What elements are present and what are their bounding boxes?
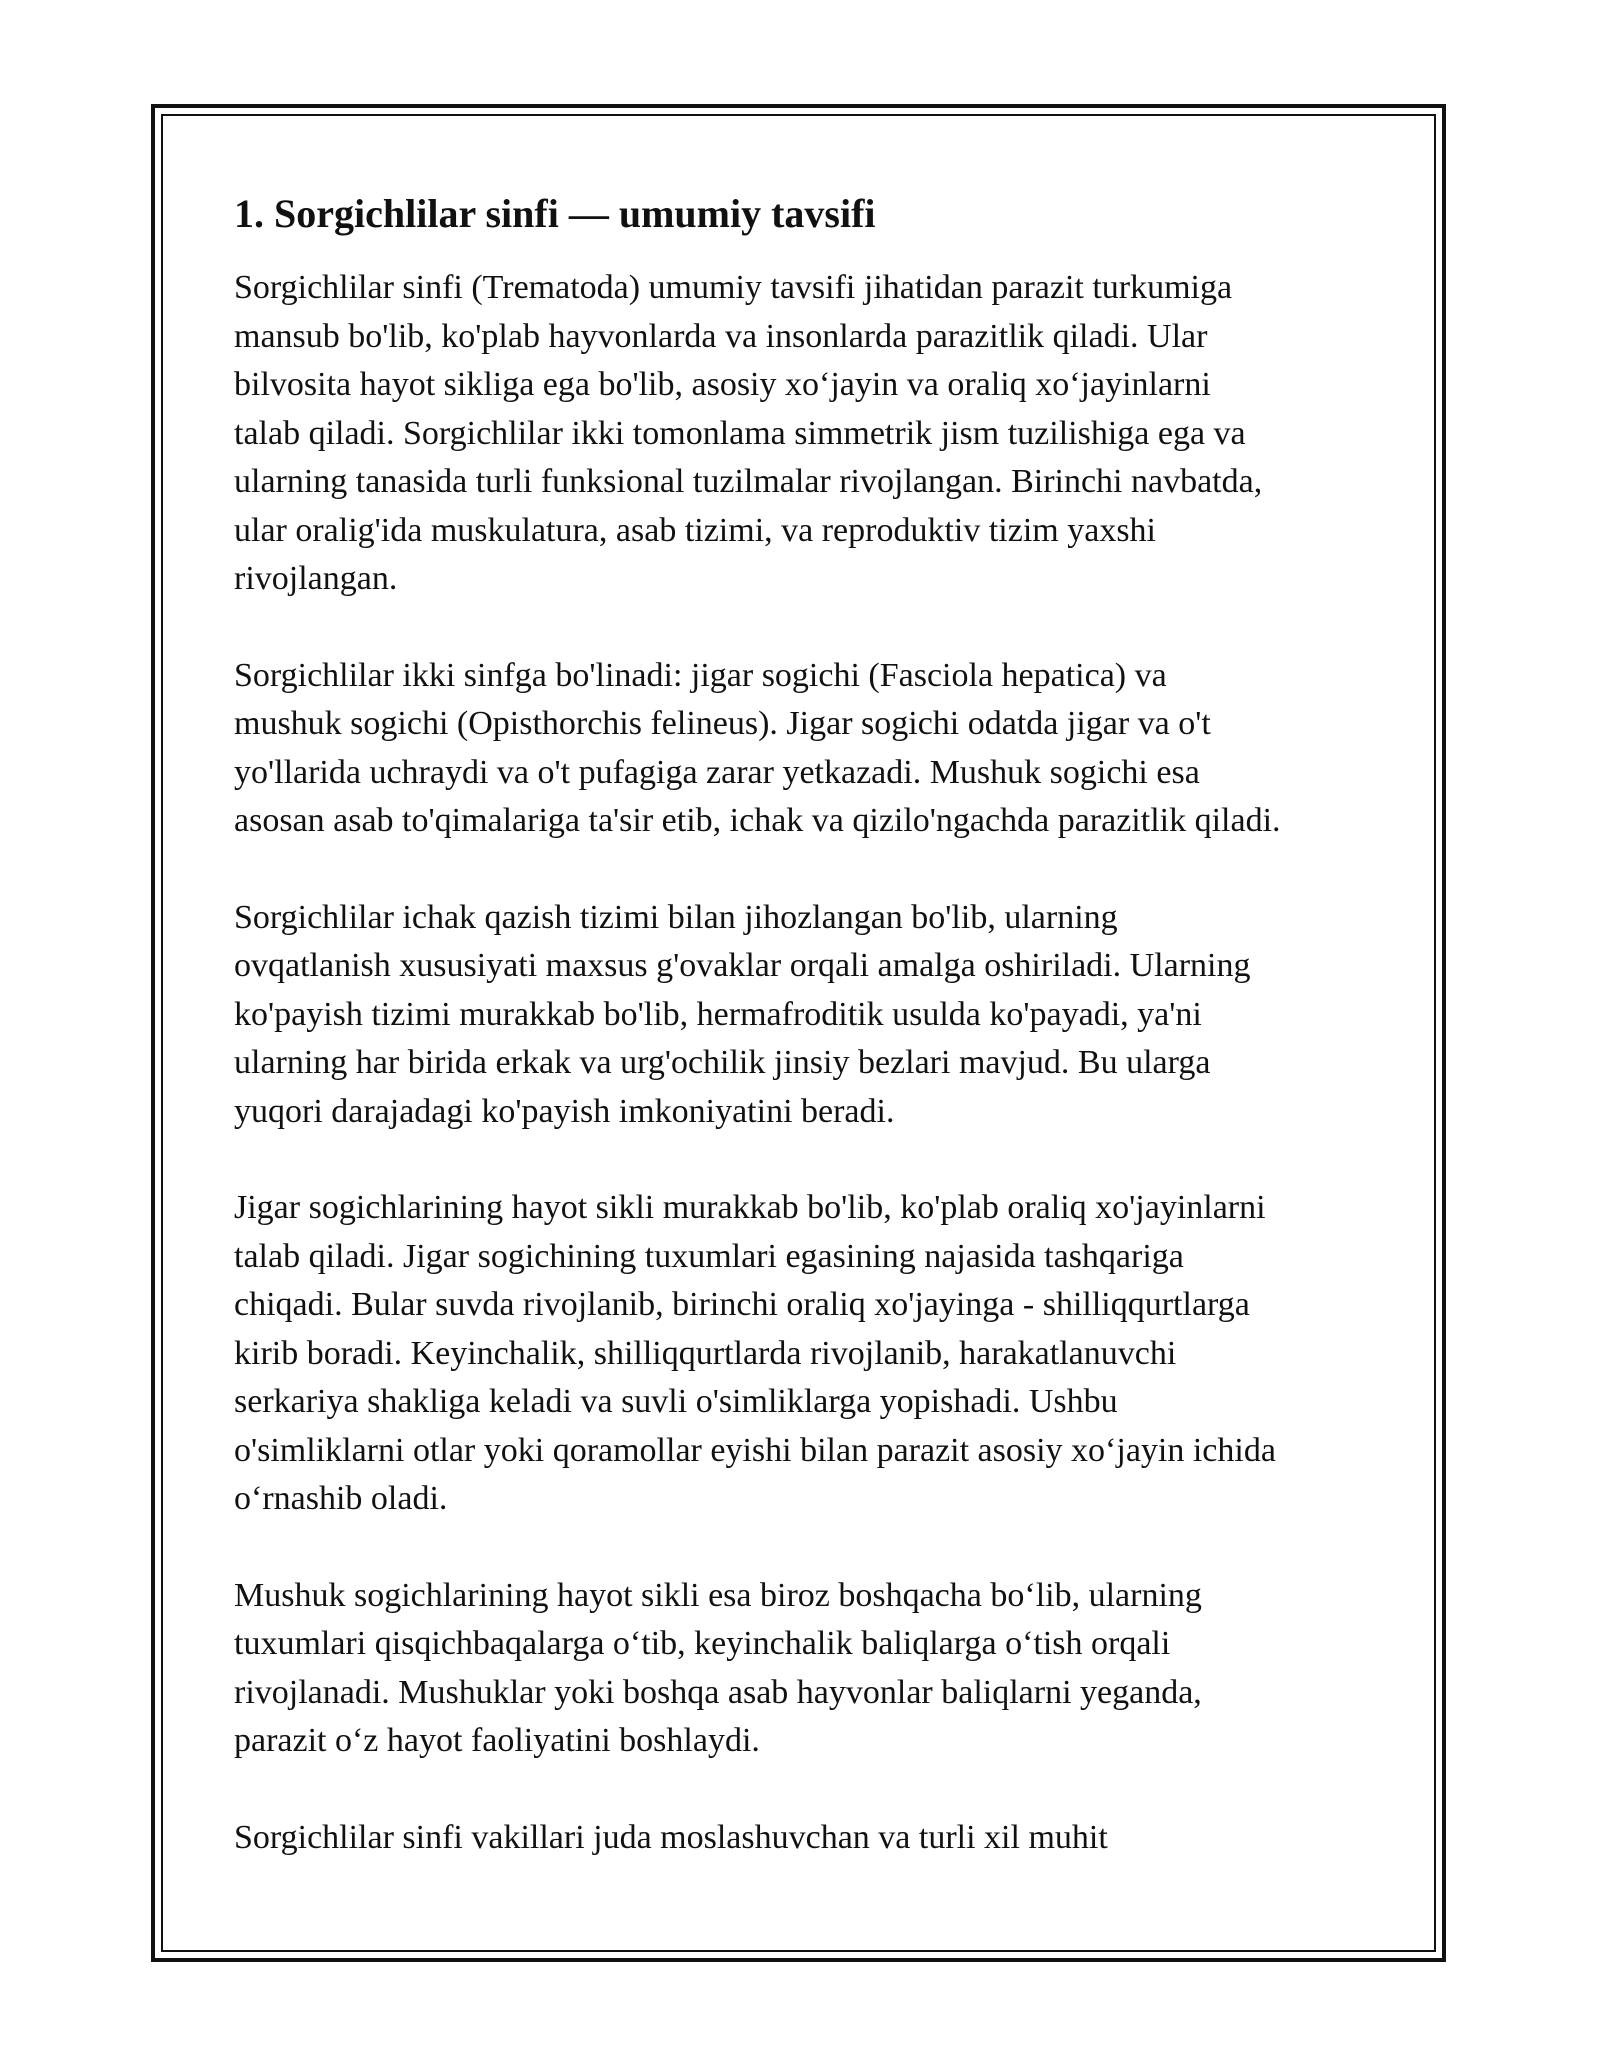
text-line: Sorgichlilar sinfi (Trematoda) umumiy tavsifi jihatidan parazit turkumiga: [234, 269, 1233, 306]
paragraph-5: [234, 1572, 1374, 1766]
text-line: Sorgichlilar ikki sinfga bo'linadi: jigar sogichi (Fasciola hepatica) va: [234, 656, 1167, 694]
paragraph-4: [234, 1184, 1374, 1524]
paragraph-1: [234, 264, 1374, 604]
text-line: ularning har birida erkak va urg'ochilik jinsiy bezlari mavjud. Bu ularga: [234, 1044, 1211, 1081]
text-line: kirib boradi. Keyinchalik, shilliqqurtlarda rivojlanib, harakatlanuvchi: [234, 1334, 1177, 1372]
text-line: talab qiladi. Jigar sogichining tuxumlari egasining najasida tashqariga: [234, 1237, 1184, 1275]
text-line: ovqatlanish xususiyati maxsus g'ovaklar orqali amalga oshiriladi. Ularning: [234, 947, 1251, 984]
text-line: tuxumlari qisqichbaqalarga o‘tib, keyinchalik baliqlarga o‘tish orqali: [234, 1625, 1171, 1662]
text-line: bilvosita hayot sikliga ega bo'lib, asosiy xo‘jayin va oraliq xo‘jayinlarni: [234, 366, 1211, 403]
text-line: Sorgichlilar ichak qazish tizimi bilan jihozlangan bo'lib, ularning: [234, 898, 1118, 936]
text-line: talab qiladi. Sorgichlilar ikki tomonlama simmetrik jism tuzilishiga ega va: [234, 414, 1246, 452]
paragraph-6: [234, 1814, 1374, 1863]
paragraph-3: [234, 894, 1374, 1137]
text-line: o‘rnashib oladi.: [234, 1480, 448, 1517]
text-line: o'simliklarni otlar yoki qoramollar eyishi bilan parazit asosiy xo‘jayin ichida: [234, 1431, 1276, 1469]
text-line: serkariya shakliga keladi va suvli o'simliklarga yopishadi. Ushbu: [234, 1383, 1118, 1420]
text-line: ko'payish tizimi murakkab bo'lib, hermafroditik usulda ko'payadi, ya'ni: [234, 995, 1202, 1033]
text-line: rivojlanadi. Mushuklar yoki boshqa asab hayvonlar baliqlarni yeganda,: [234, 1673, 1202, 1711]
text-line: ularning tanasida turli funksional tuzilmalar rivojlangan. Birinchi navbatda,: [234, 463, 1263, 500]
section-title: 1. Sorgichlilar sinfi — umumiy tavsifi: [234, 191, 876, 236]
text-line: mushuk sogichi (Opisthorchis felineus). Jigar sogichi odatda jigar va o't: [234, 705, 1211, 742]
text-line: chiqadi. Bular suvda rivojlanib, birinchi oraliq xo'jayinga - shilliqqurtlarga: [234, 1286, 1250, 1323]
text-line: mansub bo'lib, ko'plab hayvonlarda va insonlarda parazitlik qiladi. Ular: [234, 317, 1208, 355]
paragraph-2: [234, 652, 1374, 846]
text-line: yo'llarida uchraydi va o't pufagiga zarar yetkazadi. Mushuk sogichi esa: [234, 753, 1200, 791]
document-body: [234, 186, 1374, 1910]
text-line: Mushuk sogichlarining hayot sikli esa biroz boshqacha bo‘lib, ularning: [234, 1576, 1202, 1614]
text-line: yuqori darajadagi ko'payish imkoniyatini beradi.: [234, 1092, 895, 1130]
text-line: Sorgichlilar sinfi vakillari juda moslashuvchan va turli xil muhit: [234, 1818, 1108, 1856]
text-line: ular oralig'ida muskulatura, asab tizimi, va reproduktiv tizim yaxshi: [234, 511, 1157, 549]
text-line: asosan asab to'qimalariga ta'sir etib, ichak va qizilo'ngachda parazitlik qiladi.: [234, 802, 1281, 839]
text-line: Jigar sogichlarining hayot sikli murakkab bo'lib, ko'plab oraliq xo'jayinlarni: [234, 1189, 1266, 1226]
text-line: rivojlangan.: [234, 560, 398, 597]
text-line: parazit o‘z hayot faoliyatini boshlaydi.: [234, 1722, 760, 1759]
